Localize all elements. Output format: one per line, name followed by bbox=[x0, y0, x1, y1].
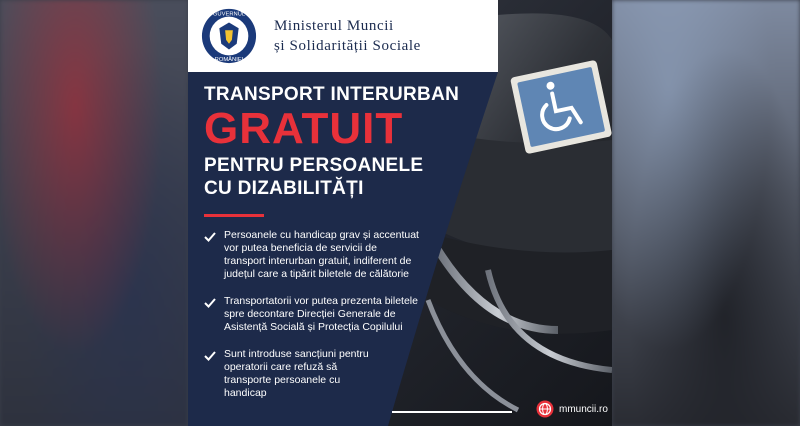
header-bar bbox=[188, 0, 498, 72]
ministry-line-1: Ministerul Muncii bbox=[274, 18, 394, 34]
bullet-text: Sunt introduse sancțiuni pentru operatorii care refuză să transporte persoanele cu handicap bbox=[224, 348, 369, 399]
blurred-background-left bbox=[0, 0, 188, 426]
bullet-text: Transportatorii vor putea prezenta biletele spre decontare Direcției Generale de Asistență Socială și Protecția Copilului bbox=[224, 295, 418, 333]
poster-card bbox=[188, 0, 612, 426]
red-divider bbox=[204, 214, 264, 217]
website-badge bbox=[536, 400, 608, 418]
globe-icon bbox=[536, 400, 554, 418]
bullet-item bbox=[204, 348, 488, 400]
bullet-text: Persoanele cu handicap grav și accentuat vor putea beneficia de servicii de transport interurban gratuit, indiferent de județul care a tipărit biletele de călătorie bbox=[224, 229, 419, 280]
crest-icon bbox=[200, 7, 258, 65]
bottom-divider bbox=[392, 411, 512, 413]
bullet-item bbox=[204, 295, 488, 334]
headline-gratuit: GRATUIT bbox=[204, 104, 404, 153]
blurred-background-right bbox=[612, 0, 800, 426]
ministry-name bbox=[274, 16, 421, 56]
headline-line-4: CU DIZABILITĂȚI bbox=[204, 178, 364, 199]
ministry-line-2: și Solidarității Sociale bbox=[274, 38, 421, 54]
bullet-item bbox=[204, 229, 488, 281]
crest-text-top: GUVERNUL bbox=[212, 11, 246, 18]
headline-line-3: PENTRU PERSOANELE bbox=[204, 155, 424, 176]
check-icon bbox=[204, 350, 216, 362]
check-icon bbox=[204, 297, 216, 309]
check-icon bbox=[204, 231, 216, 243]
headline-line-1: TRANSPORT INTERURBAN bbox=[204, 84, 460, 105]
content-panel bbox=[188, 72, 488, 426]
crest-text-bottom: ROMÂNIEI bbox=[214, 57, 244, 64]
website-url: mmuncii.ro bbox=[559, 403, 608, 415]
